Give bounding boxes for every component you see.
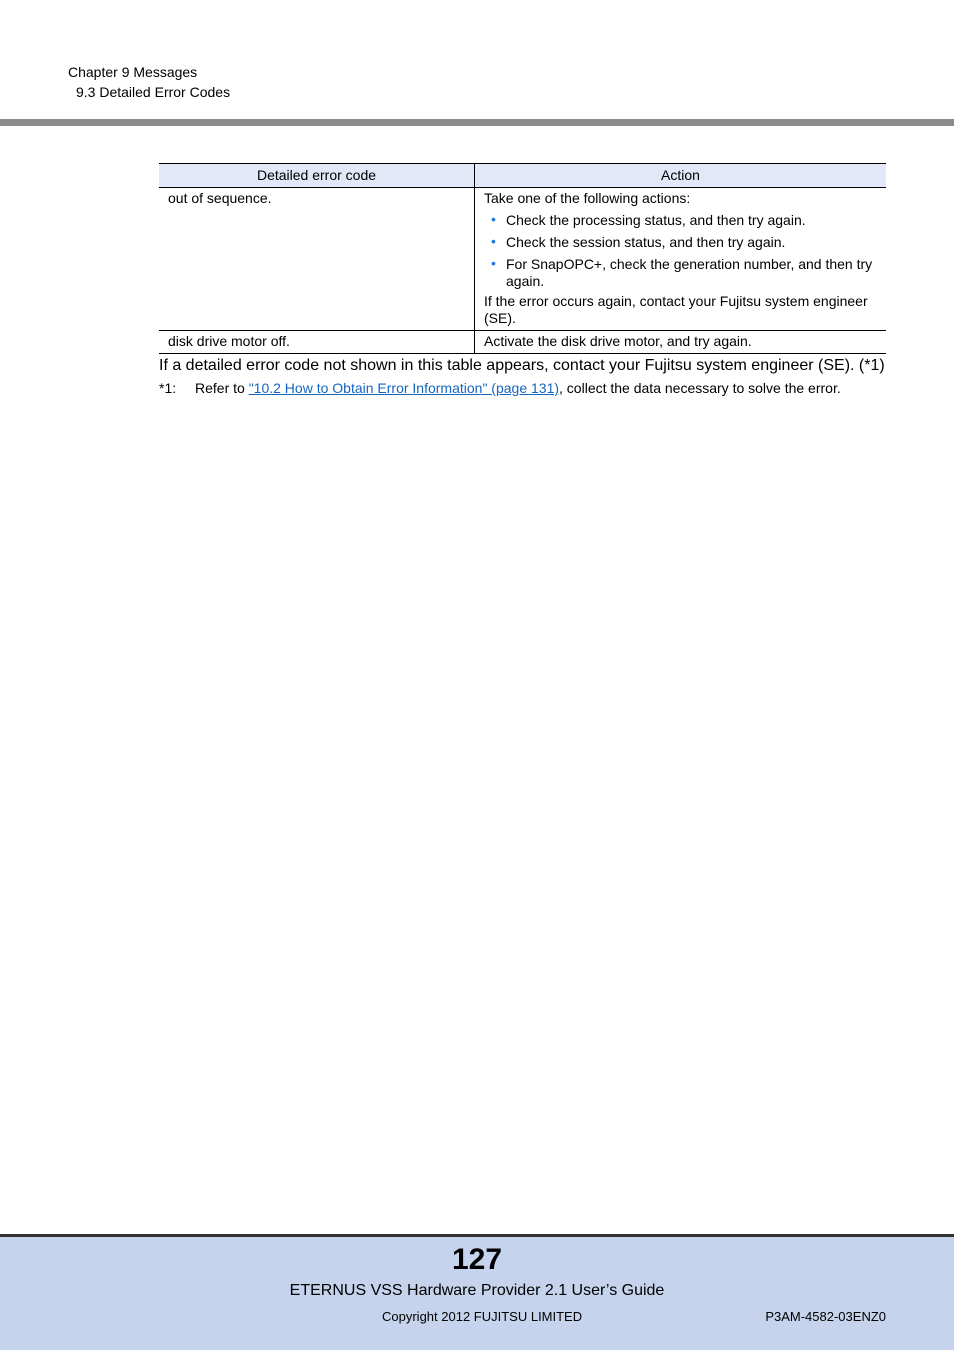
action-list-item: • Check the processing status, and then try again. [491,211,806,228]
bullet-icon: • [491,255,496,271]
page-number: 127 [451,1243,503,1276]
action-outro: If the error occurs again, contact your Fujitsu system engineer (SE). [484,293,868,326]
table-header-row [159,164,886,188]
table-note: If a detailed error code not shown in this table appears, contact your Fujitsu system engineer (SE). (*1) [159,357,885,374]
table-row [159,188,886,331]
bullet-icon: • [491,233,496,249]
error-code-cell: disk drive motor off. [159,331,475,354]
table-row [159,331,886,354]
action-list [484,212,878,290]
action-cell [475,188,887,331]
error-code-cell: out of sequence. [159,188,475,331]
running-header-chapter: Chapter 9 Messages [68,64,198,80]
document-id: P3AM-4582-03ENZ0 [765,1309,886,1324]
bullet-icon: • [491,211,496,227]
action-intro: Take one of the following actions: [484,190,691,206]
footnote-suffix: , collect the data necessary to solve the error. [559,380,841,396]
action-cell: Activate the disk drive motor, and try again. [475,331,887,354]
error-code-table [159,163,886,354]
action-list-item: • Check the session status, and then try again. [491,233,786,250]
running-header-section: 9.3 Detailed Error Codes [76,84,231,100]
guide-title: ETERNUS VSS Hardware Provider 2.1 User’s Guide [289,1282,665,1299]
footnote-link[interactable]: "10.2 How to Obtain Error Information" (page 131) [248,380,560,396]
header-rule [0,119,954,126]
footnote [159,380,841,396]
footnote-prefix: Refer to [195,380,249,396]
column-header-code: Detailed error code [159,164,475,188]
action-list-item: • For SnapOPC+, check the generation number, and then try again. [491,255,873,289]
column-header-action: Action [475,164,887,188]
footnote-marker: *1: [159,380,177,396]
copyright: Copyright 2012 FUJITSU LIMITED [382,1309,583,1324]
